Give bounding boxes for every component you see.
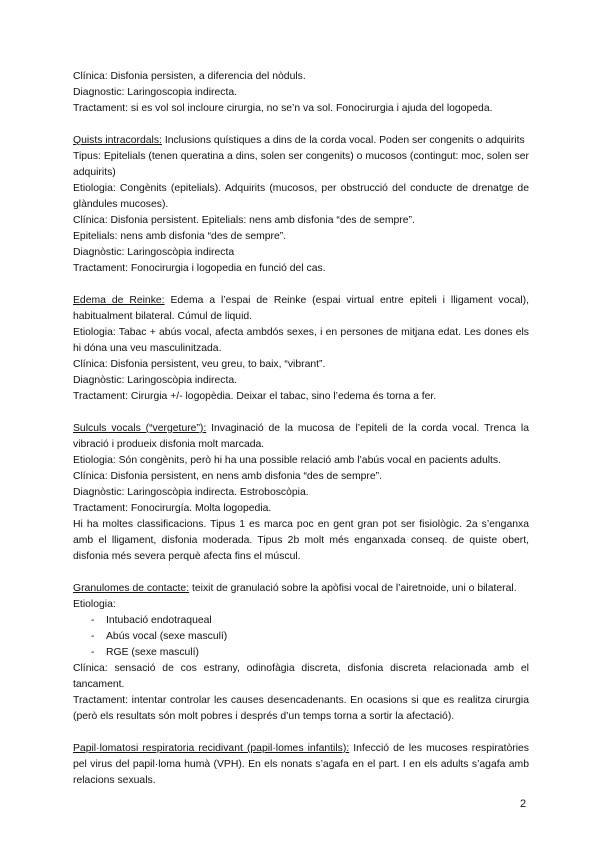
edema-heading: Edema de Reinke:	[73, 295, 165, 306]
sulculs-heading: Sulculs vocals (“vergeture”):	[73, 423, 207, 434]
quists-epitelials: Epitelials: nens amb disfonia “des de sempre”.	[73, 231, 287, 242]
sulculs-diagnostic: Diagnòstic: Laringoscòpia indirecta. Estroboscòpia.	[73, 487, 309, 498]
granulomes-etiologia-list	[73, 613, 529, 661]
quists-tipus: Tipus: Epitelials (tenen queratina a dins, solen ser congenits) o mucosos (contingut: moc, solen ser adquirits)	[73, 151, 529, 178]
papil-heading: Papil·lomatosi respiratoria recidivant (papil·lomes infantils):	[73, 743, 350, 754]
sulculs-clinica: Clínica: Disfonia persistent, en nens amb disfonia “des de sempre”.	[73, 471, 382, 482]
list-item	[91, 629, 529, 645]
list-item-text: RGE (sexe masculí)	[106, 647, 199, 658]
document-body	[73, 69, 529, 789]
quists-diagnostic: Diagnòstic: Laringoscòpia indirecta	[73, 247, 235, 258]
granulomes-clinica: Clínica: sensació de cos estrany, odinofàgia discreta, disfonia discreta relacionada amb el tancament.	[73, 663, 529, 690]
bullet-dash: -	[91, 631, 95, 642]
list-item	[91, 645, 529, 661]
granulomes-definition-paragraph	[73, 581, 529, 597]
intro-clinica: Clínica: Disfonia persisten, a diferencia del nòduls.	[73, 71, 306, 82]
quists-definition: Inclusions quístiques a dins de la corda vocal. Poden ser congenits o adquirits	[161, 135, 525, 146]
bullet-dash: -	[91, 647, 95, 658]
intro-diagnostic: Diagnostic: Laringoscopia indirecta.	[73, 87, 238, 98]
page-number: 2	[520, 798, 527, 810]
sulculs-etiologia: Etiologia: Són congènits, però hi ha una possible relació amb l’abús vocal en pacients adults.	[73, 455, 502, 466]
quists-tractament: Tractament: Fonocirurgia i logopedia en funció del cas.	[73, 263, 326, 274]
edema-definition: Edema a l’espai de Reinke (espai virtual entre epiteli i lligament vocal), habitualment bilateral. Cúmul de liquid.	[73, 295, 530, 322]
quists-etiologia: Etiologia: Congènits (epitelials). Adquirits (mucosos, per obstrucció del conducte de drenatge de glàndules mucoses).	[73, 183, 529, 210]
quists-definition-paragraph	[73, 133, 529, 149]
granulomes-tractament: Tractament: intentar controlar les causes desencadenants. En ocasions si que es realitza cirurgia (però els resultats són molt pobres i després d’un temps torna a sortir la afectació).	[73, 695, 529, 722]
sulculs-definition: Invaginació de la mucosa de l’epiteli de la corda vocal. Trenca la vibració i produeix disfonia molt marcada.	[73, 423, 529, 450]
edema-definition-paragraph	[73, 293, 529, 325]
papil-definition: Infecció de les mucoses respiratòries pel virus del papil·loma humà (VPH). En els nonats s’agafa en el part. I en els adults s’agafa amb relacions sexuals.	[73, 743, 529, 786]
bullet-dash: -	[91, 615, 95, 626]
edema-diagnostic: Diagnòstic: Laringoscòpia indirecta.	[73, 375, 238, 386]
edema-etiologia: Etiologia: Tabac + abús vocal, afecta ambdós sexes, i en persones de mitjana edat. Les dones els hi dóna una veu masculinitzada.	[73, 327, 529, 354]
edema-clinica: Clínica: Disfonia persistent, veu greu, to baix, “vibrant”.	[73, 359, 326, 370]
sulculs-definition-paragraph	[73, 421, 529, 453]
list-item	[91, 613, 529, 629]
sulculs-classificacions: Hi ha moltes classificacions. Tipus 1 es marca poc en gent gran pot ser fisiològic. 2a s’enganxa amb el lligament, disfonia moderada. Tipus 2b molt més enganxada conseq. de quiste obert, disfonia més severa perquè afecta fins el múscul.	[73, 519, 529, 562]
granulomes-definition: teixit de granulació sobre la apòfisi vocal de l’airetnoide, uni o bilateral.	[189, 583, 517, 594]
granulomes-etiologia-label: Etiologia:	[73, 599, 116, 610]
quists-heading: Quists intracordals:	[73, 135, 162, 146]
papil-definition-paragraph	[73, 741, 529, 789]
list-item-text: Abús vocal (sexe masculí)	[106, 631, 228, 642]
quists-clinica: Clínica: Disfonia persistent. Epitelials: nens amb disfonia “des de sempre”.	[73, 215, 415, 226]
edema-tractament: Tractament: Cirurgia +/- logopèdia. Deixar el tabac, sino l’edema és torna a fer.	[73, 391, 437, 402]
sulculs-tractament: Tractament: Fonocirurgía. Molta logopedia.	[73, 503, 272, 514]
list-item-text: Intubació endotraqueal	[106, 615, 212, 626]
granulomes-heading: Granulomes de contacte:	[73, 583, 190, 594]
intro-tractament: Tractament: si es vol sol incloure cirurgia, no se’n va sol. Fonocirurgia i ajuda del logopeda.	[73, 103, 493, 114]
